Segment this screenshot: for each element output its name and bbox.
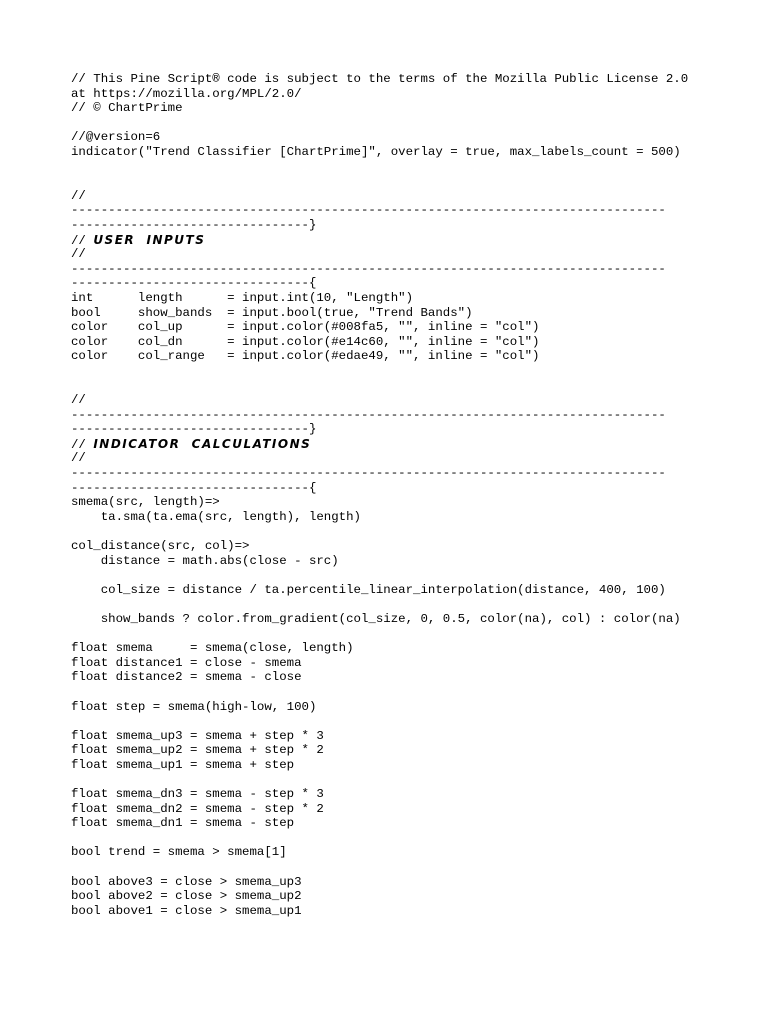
code-line: float smema_up2 = smema + step * 2 — [71, 743, 324, 758]
code-line — [71, 773, 711, 788]
code-line — [71, 831, 711, 846]
code-line: --------------------------------{ — [71, 276, 317, 291]
code-line: bool above1 = close > smema_up1 — [71, 903, 302, 918]
code-line: // — [71, 451, 86, 466]
heading-text: USER INPUTS — [93, 232, 206, 247]
code-line: -------------------------------------------------------------------------------- — [71, 466, 666, 481]
code-document — [71, 72, 711, 918]
code-line: float distance2 = smema - close — [71, 670, 302, 685]
code-line: float smema_dn2 = smema - step * 2 — [71, 801, 324, 816]
code-line — [71, 160, 711, 175]
code-line — [71, 378, 711, 393]
code-line: // © ChartPrime — [71, 101, 183, 116]
code-line: bool above3 = close > smema_up3 — [71, 874, 302, 889]
code-line: -------------------------------------------------------------------------------- — [71, 407, 666, 422]
code-line — [71, 714, 711, 729]
comment-prefix: // — [71, 437, 94, 452]
code-line: int length = input.int(10, "Length") — [71, 290, 414, 305]
code-line: float distance1 = close - smema — [71, 655, 302, 670]
code-line: -------------------------------------------------------------------------------- — [71, 261, 666, 276]
code-line: color col_dn = input.color(#e14c60, "", inline = "col") — [71, 334, 540, 349]
heading-text: INDICATOR CALCULATIONS — [93, 436, 312, 451]
code-line: // — [71, 188, 86, 203]
code-line — [71, 524, 711, 539]
code-line: indicator("Trend Classifier [ChartPrime]", overlay = true, max_labels_count = 500) — [71, 144, 681, 159]
code-line: col_size = distance / ta.percentile_linear_interpolation(distance, 400, 100) — [71, 582, 666, 597]
code-line: color col_up = input.color(#008fa5, "", inline = "col") — [71, 320, 540, 335]
code-line: // — [71, 247, 86, 262]
code-line: float smema_up3 = smema + step * 3 — [71, 728, 324, 743]
code-line: col_distance(src, col)=> — [71, 539, 250, 553]
code-line: bool show_bands = input.bool(true, "Trend Bands") — [71, 305, 473, 320]
code-line — [71, 597, 711, 612]
code-line: float smema_dn1 = smema - step — [71, 816, 295, 831]
section-heading-indicator-calculations — [71, 437, 711, 452]
code-line: --------------------------------} — [71, 217, 317, 232]
code-line: smema(src, length)=> — [71, 495, 220, 510]
code-line: show_bands ? color.from_gradient(col_size, 0, 0.5, color(na), col) : color(na) — [71, 611, 681, 626]
code-line — [71, 364, 711, 379]
code-line: // This Pine Script® code is subject to the terms of the Mozilla Public License 2.0 — [71, 72, 689, 86]
code-line: ta.sma(ta.ema(src, length), length) — [71, 509, 361, 524]
comment-prefix: // — [71, 233, 94, 248]
code-line — [71, 568, 711, 583]
code-line: at https://mozilla.org/MPL/2.0/ — [71, 86, 302, 101]
code-line: bool above2 = close > smema_up2 — [71, 889, 302, 904]
code-line — [71, 685, 711, 700]
code-line: distance = math.abs(close - src) — [71, 553, 339, 568]
code-line: float step = smema(high-low, 100) — [71, 699, 317, 714]
code-line: bool trend = smema > smema[1] — [71, 845, 287, 860]
code-line — [71, 860, 711, 875]
code-line: --------------------------------{ — [71, 480, 317, 495]
code-line: // — [71, 393, 86, 408]
code-line — [71, 116, 711, 131]
code-line — [71, 627, 711, 642]
code-line: float smema_up1 = smema + step — [71, 757, 295, 772]
code-line: float smema = smema(close, length) — [71, 641, 354, 656]
code-line: float smema_dn3 = smema - step * 3 — [71, 787, 324, 802]
code-line: //@version=6 — [71, 130, 161, 145]
code-line — [71, 174, 711, 189]
section-heading-user-inputs — [71, 233, 711, 248]
code-line: color col_range = input.color(#edae49, "", inline = "col") — [71, 349, 540, 364]
code-line: --------------------------------} — [71, 422, 317, 437]
code-line: -------------------------------------------------------------------------------- — [71, 203, 666, 218]
